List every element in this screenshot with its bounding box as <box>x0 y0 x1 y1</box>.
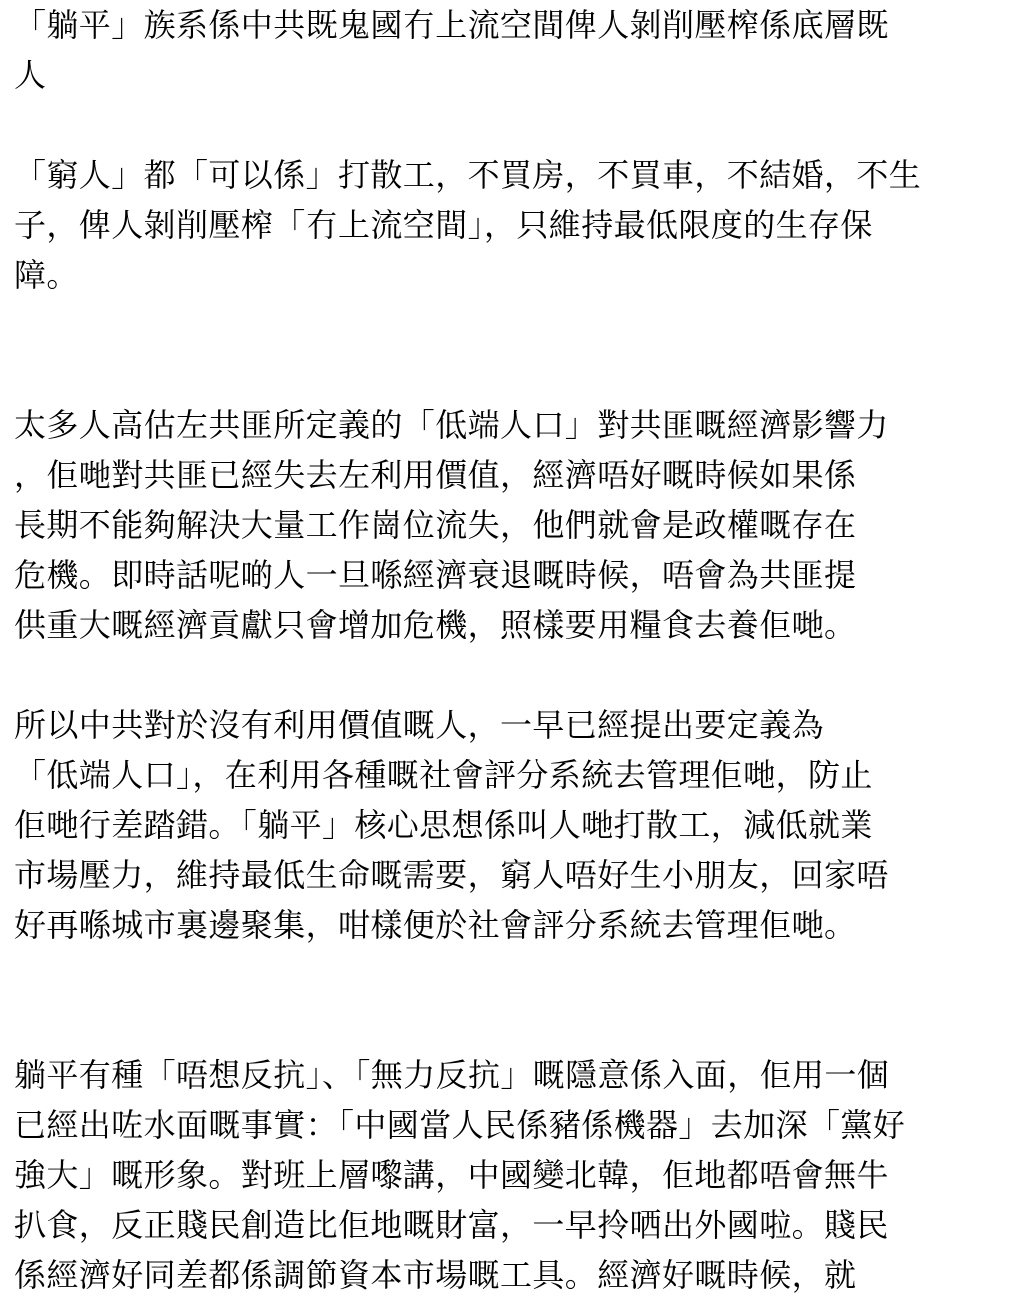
document-page <box>14 0 1022 1300</box>
text-line: 市場壓力，維持最低生命嘅需要，窮人唔好生小朋友，回家唔 <box>14 856 889 894</box>
paragraph-spacer <box>14 300 1022 400</box>
paragraph-1 <box>14 0 1022 100</box>
paragraph-5 <box>14 1050 1022 1300</box>
text-line: ，佢哋對共匪已經失去左利用價值，經濟唔好嘅時候如果係 <box>14 456 857 494</box>
text-line: 障。 <box>14 256 79 294</box>
paragraph-spacer <box>14 650 1022 700</box>
text-line: 子，俾人剝削壓榨「冇上流空間」，只維持最低限度的生存保 <box>14 206 873 244</box>
text-line: 已經出咗水面嘅事實：「中國當人民係豬係機器」去加深「黨好 <box>14 1106 906 1144</box>
text-line: 強大」嘅形象。對班上層嚟講，中國變北韓，佢地都唔會無牛 <box>14 1156 889 1194</box>
text-line: 太多人高估左共匪所定義的「低端人口」對共匪嘅經濟影響力 <box>14 406 889 444</box>
text-line: 扒食，反正賤民創造比佢地嘅財富，一早拎哂出外國啦。賤民 <box>14 1206 889 1244</box>
paragraph-spacer <box>14 950 1022 1050</box>
text-line: 所以中共對於沒有利用價值嘅人，一早已經提出要定義為 <box>14 706 825 744</box>
text-line: 佢哋行差踏錯。「躺平」核心思想係叫人哋打散工，減低就業 <box>14 806 873 844</box>
paragraph-3 <box>14 400 1022 650</box>
text-line: 人 <box>14 56 47 94</box>
paragraph-4 <box>14 700 1022 950</box>
text-line: 「窮人」都「可以係」打散工，不買房，不買車，不結婚，不生 <box>14 156 922 194</box>
text-line: 好再喺城市裏邊聚集，咁樣便於社會評分系統去管理佢哋。 <box>14 906 857 944</box>
paragraph-2 <box>14 150 1022 300</box>
text-line: 供重大嘅經濟貢獻只會增加危機，照樣要用糧食去養佢哋。 <box>14 606 857 644</box>
text-line: 危機。即時話呢啲人一旦喺經濟衰退嘅時候，唔會為共匪提 <box>14 556 857 594</box>
text-line: 長期不能夠解決大量工作崗位流失，他們就會是政權嘅存在 <box>14 506 857 544</box>
text-line: 「低端人口」，在利用各種嘅社會評分系統去管理佢哋，防止 <box>14 756 873 794</box>
text-line: 「躺平」族系係中共既鬼國冇上流空間俾人剝削壓榨係底層既 <box>14 6 889 44</box>
text-line: 躺平有種「唔想反抗」、「無力反抗」嘅隱意係入面，佢用一個 <box>14 1056 890 1094</box>
paragraph-spacer <box>14 100 1022 150</box>
text-line: 係經濟好同差都係調節資本市場嘅工具。經濟好嘅時候，就 <box>14 1256 857 1294</box>
